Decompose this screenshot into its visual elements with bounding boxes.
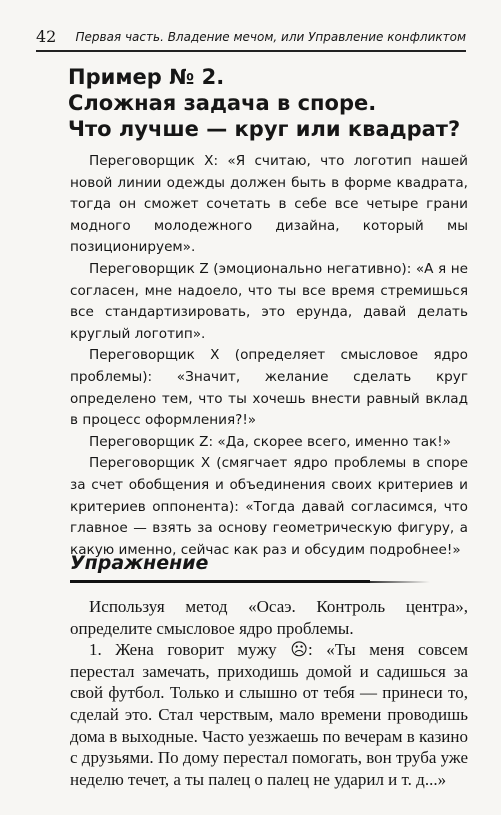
page-number: 42 [36,27,57,46]
heading-line: Сложная задача в споре. [68,91,377,115]
example-dialogue [70,151,468,561]
heading-line: Пример № 2. [68,65,225,89]
exercise-title: Упражнение [70,552,209,574]
dialogue-paragraph: Переговорщик Z (эмоционально негативно): «А я не согласен, мне надоело, что ты все время стремишься все стандартизировать, это ерунда, давай делать круглый логотип». [70,260,468,342]
dialogue-paragraph: Переговорщик X (смягчает ядро проблемы в споре за счет обобщения и объединения своих критериев и критериев оппонента): «Тогда давай согласимся, что главное — взять за основу геометрическую фигуру, а какую именно, сейчас как раз и обсудим подробнее!» [70,455,468,558]
page-header [36,28,466,48]
exercise-body [70,596,468,790]
header-divider [36,50,466,52]
running-title: Первая часть. Владение мечом, или Управление конфликтом [75,30,466,44]
exercise-paragraph: 1. Жена говорит мужу ☹: «Ты меня совсем перестал замечать, приходишь домой и садишься за свой футбол. Только и слышно от тебя — принеси то, сделай это. Стал черствым, мало времени проводишь дома в выходные. Часто уезжаешь по вечерам в казино с друзьями. По дому перестал помогать, вон труба уже неделю течет, а ты палец о палец не ударил и т. д...» [70,640,468,789]
heading-line: Что лучше — круг или квадрат? [68,117,461,141]
dialogue-paragraph: Переговорщик X: «Я считаю, что логотип нашей новой линии одежды должен быть в форме квадрата, тогда он сможет сочетать в себе все четыре грани модного молодежного дизайна, который мы позиционируем». [70,153,468,256]
example-heading [68,64,468,142]
dialogue-paragraph: Переговорщик Z: «Да, скорее всего, именно так!» [89,433,452,450]
exercise-title-underline [70,580,468,585]
dialogue-paragraph: Переговорщик X (определяет смысловое ядро проблемы): «Значит, желание сделать круг определено тем, что ты хочешь внести равный вклад в процесс оформления?!» [70,347,468,429]
exercise-paragraph: Используя метод «Осаэ. Контроль центра», определите смысловое ядро проблемы. [70,597,468,638]
